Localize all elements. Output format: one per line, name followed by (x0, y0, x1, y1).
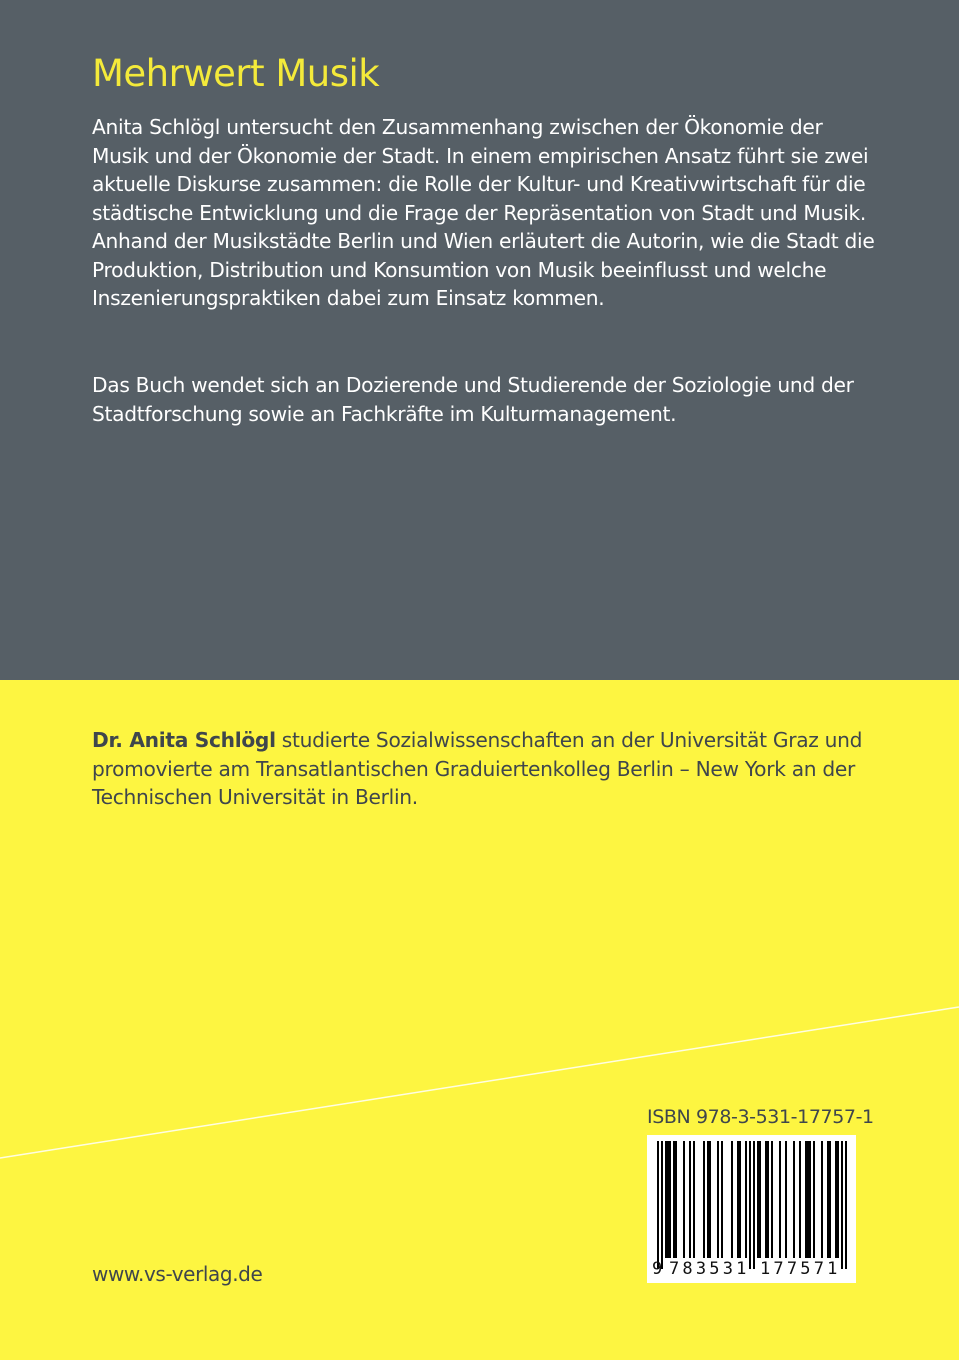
barcode-bar (721, 1141, 723, 1258)
barcode-bar (845, 1141, 847, 1269)
barcode-bar (821, 1141, 823, 1258)
audience-text: Das Buch wendet sich an Dozierende und Studierende der Soziologie und der Stadtforschung sowie an Fachkräfte im Kulturmanagement. (92, 373, 854, 426)
author-bio-text: studierte Sozialwissenschaften an der Universität Graz und promovierte am Transatlantischen Graduiertenkolleg Berlin – New York an der Technischen Universität in Berlin. (92, 728, 863, 809)
publisher-website: www.vs-verlag.de (92, 1262, 263, 1286)
barcode-bar (693, 1141, 695, 1258)
barcode-bar (661, 1141, 663, 1269)
barcode-bar (753, 1141, 755, 1269)
barcode-bar (805, 1141, 807, 1258)
book-title: Mehrwert Musik (92, 52, 380, 95)
barcode-bar (737, 1141, 739, 1258)
barcode-bar (757, 1141, 759, 1258)
barcode (647, 1135, 856, 1283)
barcode-bar (793, 1141, 795, 1258)
barcode-bar (667, 1141, 669, 1258)
barcode-bar (683, 1141, 685, 1258)
barcode-bar (841, 1141, 843, 1269)
barcode-group-left: 783531 (669, 1259, 750, 1279)
barcode-bar (665, 1141, 667, 1258)
barcode-bar (779, 1141, 781, 1258)
barcode-bar (689, 1141, 691, 1258)
barcode-bar (829, 1141, 831, 1258)
barcode-bar (657, 1141, 659, 1269)
barcode-bar (703, 1141, 705, 1258)
barcode-bar (835, 1141, 837, 1258)
barcode-bar (745, 1141, 747, 1258)
barcode-bar (669, 1141, 671, 1258)
barcode-bar (827, 1141, 829, 1258)
barcode-bar (813, 1141, 815, 1258)
barcode-group-right: 177571 (760, 1259, 841, 1279)
barcode-bar (749, 1141, 751, 1269)
barcode-bar (771, 1141, 773, 1258)
barcode-bar (717, 1141, 719, 1258)
barcode-bar (731, 1141, 733, 1258)
book-blurb: Anita Schlögl untersucht den Zusammenhang zwischen der Ökonomie der Musik und der Ökonomie der Stadt. In einem empirischen Ansatz führt sie zwei aktuelle Diskurse zusammen: die Rolle der Kultur- und Kreativwirtschaft für die städtische Entwicklung und die Frage der Repräsentation von Stadt und Musik. Anhand der Musikstädte Berlin und Wien erläutert die Autorin, wie die Stadt die Produktion, Distribution und Konsumtion von Musik beeinflusst und welche Inszenierungspraktiken dabei zum Einsatz kommen. (92, 115, 875, 310)
isbn-label: ISBN 978-3-531-17757-1 (647, 1106, 874, 1128)
barcode-bar (807, 1141, 809, 1258)
barcode-bar (707, 1141, 709, 1258)
barcode-bar (767, 1141, 769, 1258)
author-name: Dr. Anita Schlögl (92, 728, 276, 752)
barcode-bar (759, 1141, 761, 1258)
author-bio (92, 726, 882, 812)
barcode-bar (837, 1141, 839, 1258)
barcode-bar (673, 1141, 675, 1258)
barcode-bar (739, 1141, 741, 1258)
barcode-bar (799, 1141, 801, 1258)
barcode-bar (785, 1141, 787, 1258)
barcode-lead-digit: 9 (652, 1259, 663, 1279)
barcode-bar (675, 1141, 677, 1258)
barcode-bar (709, 1141, 711, 1258)
barcode-bar (765, 1141, 767, 1258)
barcode-bar (809, 1141, 811, 1258)
